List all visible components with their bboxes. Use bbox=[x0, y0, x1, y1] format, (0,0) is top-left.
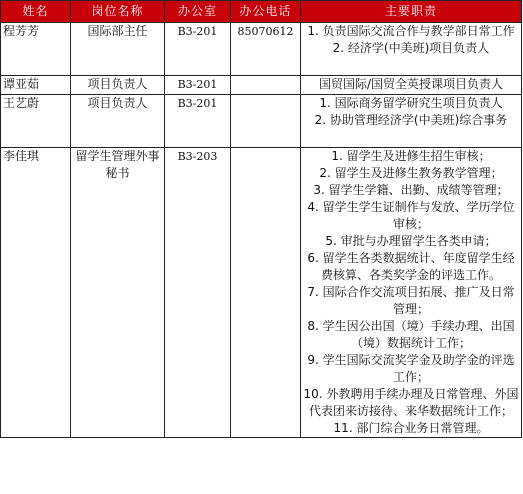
duty-item: 1. 国际商务留学研究生项目负责人 bbox=[319, 96, 503, 110]
duty-item: 9. 学生国际交流奖学金及助学金的评选工作； bbox=[307, 353, 515, 384]
table-header-row bbox=[1, 1, 522, 23]
duty-item: 6. 留学生各类数据统计、年度留学生经费核算、各类奖学金的评选工作。 bbox=[307, 251, 515, 282]
cell-name: 王艺蔚 bbox=[1, 95, 71, 148]
table-row bbox=[1, 95, 522, 148]
cell-duties bbox=[301, 76, 522, 95]
header-name: 姓名 bbox=[1, 1, 71, 23]
table-row bbox=[1, 23, 522, 76]
duty-item: 1. 留学生及进修生招生审核； bbox=[331, 149, 491, 163]
header-office: 办公室 bbox=[165, 1, 231, 23]
duty-item: 8. 学生因公出国（境）手续办理、出国（境）数据统计工作； bbox=[307, 319, 515, 350]
cell-duties bbox=[301, 148, 522, 438]
duty-item: 4. 留学生学生证制作与发放、学历学位审核； bbox=[307, 200, 515, 231]
duty-item: 5. 审批与办理留学生各类申请； bbox=[325, 234, 497, 248]
duty-item: 3. 留学生学籍、出勤、成绩等管理； bbox=[313, 183, 509, 197]
cell-position: 国际部主任 bbox=[71, 23, 165, 76]
duty-item: 11. 部门综合业务日常管理。 bbox=[333, 421, 489, 435]
cell-phone bbox=[231, 76, 301, 95]
cell-name: 谭亚茹 bbox=[1, 76, 71, 95]
duty-item: 10. 外教聘用手续办理及日常管理、外国代表团来访接待、来华数据统计工作； bbox=[303, 387, 519, 418]
cell-office: B3-201 bbox=[165, 23, 231, 76]
cell-position: 项目负责人 bbox=[71, 95, 165, 148]
header-position: 岗位名称 bbox=[71, 1, 165, 23]
duty-item: 7. 国际合作交流项目拓展、推广及日常管理； bbox=[307, 285, 515, 316]
cell-office: B3-203 bbox=[165, 148, 231, 438]
table-row bbox=[1, 148, 522, 438]
cell-position: 项目负责人 bbox=[71, 76, 165, 95]
duty-item: 2. 协助管理经济学(中美班)综合事务 bbox=[314, 113, 508, 127]
cell-name: 李佳琪 bbox=[1, 148, 71, 438]
cell-position: 留学生管理外事秘书 bbox=[71, 148, 165, 438]
duty-item: 2. 留学生及进修生教务教学管理； bbox=[319, 166, 503, 180]
cell-office: B3-201 bbox=[165, 76, 231, 95]
header-phone: 办公电话 bbox=[231, 1, 301, 23]
header-duties: 主要职责 bbox=[301, 1, 522, 23]
cell-duties bbox=[301, 23, 522, 76]
cell-office: B3-201 bbox=[165, 95, 231, 148]
table-row bbox=[1, 76, 522, 95]
cell-phone bbox=[231, 95, 301, 148]
cell-phone bbox=[231, 148, 301, 438]
cell-name: 程芳芳 bbox=[1, 23, 71, 76]
duty-item: 2. 经济学(中美班)项目负责人 bbox=[332, 41, 490, 55]
cell-duties bbox=[301, 95, 522, 148]
cell-phone: 85070612 bbox=[231, 23, 301, 76]
duty-item: 1. 负责国际交流合作与教学部日常工作 bbox=[307, 24, 515, 38]
duty-item: 国贸国际/国贸全英授课项目负责人 bbox=[318, 77, 504, 91]
